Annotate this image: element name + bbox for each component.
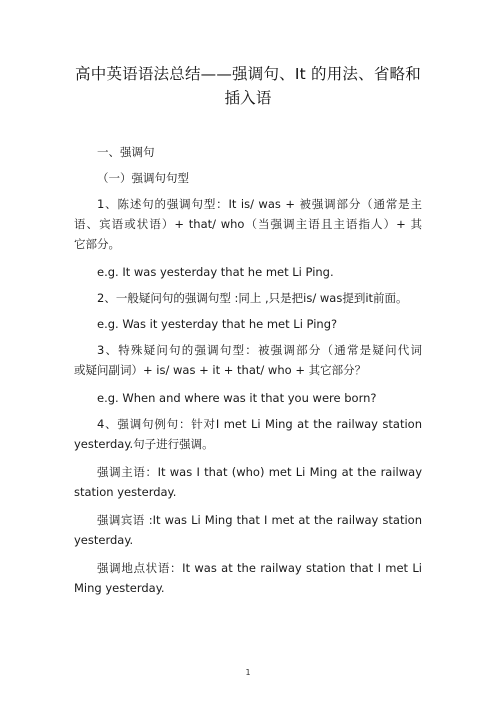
title-line-2: 插入语	[224, 89, 272, 107]
paragraph-example-sentence: 4、强调句例句：针对I met Li Ming at the railway station yesterday.句子进行强调。	[74, 417, 422, 451]
example-2: e.g. Was it yesterday that he met Li Ping?	[97, 317, 338, 331]
example-1: e.g. It was yesterday that he met Li Ping.	[97, 265, 334, 279]
document-title	[64, 62, 432, 110]
paragraph-special-question: 3、特殊疑问句的强调句型：被强调部分（通常是疑问代词 或疑问副词）+ is/ was + it + that/ who + 其它部分？	[74, 343, 422, 377]
title-line-1: 高中英语语法总结——强调句、It 的用法、省略和	[75, 65, 421, 83]
paragraph-emphasize-place: 强调地点状语：It was at the railway station that I met Li Ming yesterday.	[74, 561, 422, 595]
paragraph-emphasize-subject: 强调主语：It was I that (who) met Li Ming at the railway station yesterday.	[74, 465, 422, 499]
document-body	[74, 142, 422, 598]
section-heading-1: 一、强调句	[97, 145, 155, 159]
subsection-heading-1: （一）强调句句型	[97, 171, 189, 185]
page-number: 1	[245, 668, 251, 677]
paragraph-declarative-emphasis: 1、陈述句的强调句型：It is/ was + 被强调部分（通常是主 语、宾语或状语）+ that/ who（当强调主语且主语指人）+ 其 它部分。	[74, 197, 422, 251]
example-3: e.g. When and where was it that you were born?	[97, 391, 377, 405]
paragraph-general-question: 2、一般疑问句的强调句型 :同上 ,只是把is/ was提到it前面。	[97, 291, 408, 305]
paragraph-emphasize-object: 强调宾语 :It was Li Ming that I met at the railway station yesterday.	[74, 513, 422, 547]
